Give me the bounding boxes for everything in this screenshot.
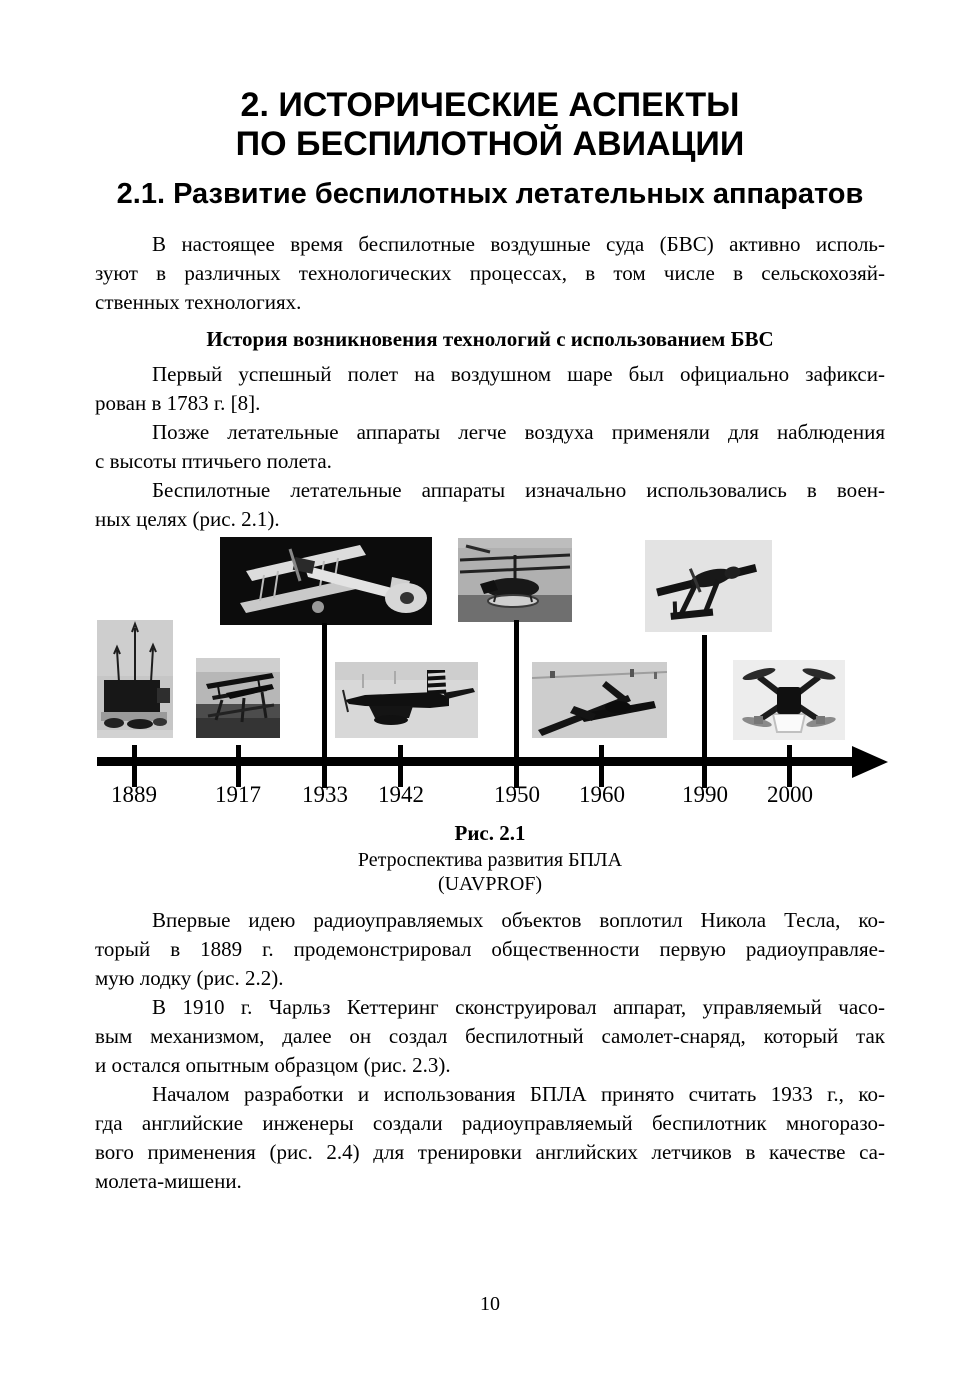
paragraph-intro	[95, 230, 885, 317]
text-line: с высоты птичьего полета.	[95, 449, 332, 473]
text-line: и остался опытным образцом (рис. 2.3).	[95, 1053, 451, 1077]
text-line: молета-мишени.	[95, 1169, 242, 1193]
text-line: зуют в различных технологических процессах, в том числе в сельскохозяй-	[95, 261, 885, 285]
text-block-lower	[95, 906, 885, 1196]
photo-1950-coaxial-helicopter	[458, 538, 572, 622]
text-line: В настоящее время беспилотные воздушные суда (БВС) активно исполь-	[152, 232, 885, 256]
text-line: мую лодку (рис. 2.2).	[95, 966, 284, 990]
history-subheading: История возникновения технологий с использованием БВС	[206, 327, 774, 351]
figure-caption-title: Ретроспектива развития БПЛА	[357, 849, 623, 871]
paragraph-kettering	[95, 993, 885, 1080]
queen-bee-image	[220, 537, 432, 625]
timeline-year-1960: 1960	[579, 782, 625, 807]
timeline-tick-1889	[132, 745, 137, 787]
photo-1990-fixed-wing-uav	[645, 540, 772, 632]
figure-2-1-timeline	[0, 535, 980, 820]
text-line: Впервые идею радиоуправляемых объектов воплотил Никола Тесла, ко-	[152, 908, 885, 932]
photo-1917-biplane-on-ramp	[196, 658, 280, 738]
timeline-year-1933: 1933	[302, 782, 348, 807]
text-line: торый в 1889 г. продемонстрировал общественности первую радиоуправляе-	[95, 937, 885, 961]
timeline-arrowhead-icon	[852, 746, 888, 778]
timeline-axis-line	[97, 757, 854, 766]
figure-caption	[0, 818, 980, 896]
timeline-year-1917: 1917	[215, 782, 261, 807]
text-line: ственных технологиях.	[95, 290, 302, 314]
timeline-tick-1990	[702, 745, 707, 787]
timeline-tick-1917	[236, 745, 241, 787]
fixed-wing-uav-image	[645, 540, 772, 632]
timeline-tick-1942	[398, 745, 403, 787]
photo-1889-tesla-radio-control-device	[97, 620, 173, 738]
ramp-biplane-image	[196, 658, 280, 738]
paragraph-tesla	[95, 906, 885, 993]
timeline-tick-1950	[514, 745, 519, 787]
figure-caption-source: (UAVPROF)	[437, 873, 543, 895]
jet-aircraft-image	[532, 662, 667, 738]
text-block-upper	[95, 230, 885, 534]
text-line: Беспилотные летательные аппараты изначально использовались в воен-	[152, 478, 885, 502]
timeline-tick-2000	[787, 745, 792, 787]
text-line: вого применения (рис. 2.4) для тренировки английских летчиков в качестве са-	[95, 1140, 885, 1164]
tesla-device-image	[97, 620, 173, 738]
text-line: Началом разработки и использования БПЛА принято считать 1933 г., ко-	[152, 1082, 885, 1106]
page-number: 10	[480, 1293, 500, 1315]
paragraph-military-use	[95, 476, 885, 534]
text-line: ных целях (рис. 2.1).	[95, 507, 280, 531]
text-line: В 1910 г. Чарльз Кеттеринг сконструировал аппарат, управляемый часо-	[152, 995, 885, 1019]
quadcopter-image	[733, 660, 845, 740]
photo-2000-quadcopter	[733, 660, 845, 740]
timeline-year-2000: 2000	[767, 782, 813, 807]
text-line: вым механизмом, далее он создал беспилотный самолет-снаряд, который так	[95, 1024, 885, 1048]
photo-1942-flying-bomb	[335, 662, 478, 738]
paragraph-lighter-than-air	[95, 418, 885, 476]
text-line: гда английские инженеры создали радиоуправляемый беспилотник многоразо-	[95, 1111, 885, 1135]
text-line: Первый успешный полет на воздушном шаре был официально зафикси-	[152, 362, 885, 386]
paragraph-1933-start	[95, 1080, 885, 1196]
chapter-title-line2: ПО БЕСПИЛОТНОЙ АВИАЦИИ	[235, 125, 745, 163]
text-line: рован в 1783 г. [8].	[95, 391, 261, 415]
figure-caption-label: Рис. 2.1	[454, 821, 526, 845]
timeline-year-1950: 1950	[494, 782, 540, 807]
timeline-year-1942: 1942	[378, 782, 424, 807]
helicopter-image	[458, 538, 572, 622]
timeline-year-1990: 1990	[682, 782, 728, 807]
chapter-title-line1: 2. ИСТОРИЧЕСКИЕ АСПЕКТЫ	[240, 86, 740, 124]
paragraph-balloon	[95, 360, 885, 418]
flying-bomb-image	[335, 662, 478, 738]
timeline-tick-1933	[322, 745, 327, 787]
chapter-title	[0, 86, 980, 164]
photo-1960-jet-aircraft	[532, 662, 667, 738]
timeline-tick-1960	[599, 745, 604, 787]
photo-1933-queen-bee-biplane	[220, 537, 432, 625]
section-heading: 2.1. Развитие беспилотных летательных аппаратов	[116, 178, 864, 210]
text-line: Позже летательные аппараты легче воздуха применяли для наблюдения	[152, 420, 885, 444]
timeline-year-1889: 1889	[111, 782, 157, 807]
